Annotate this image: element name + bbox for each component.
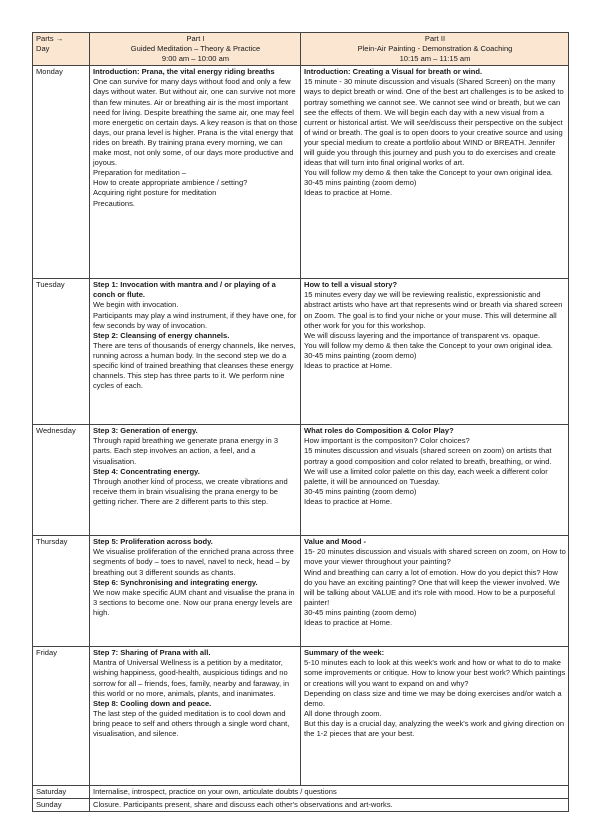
day-row-wednesday: [33, 425, 569, 536]
cell-text: All done through zoom.: [304, 708, 382, 718]
part2-title: Plein-Air Painting - Demonstration & Coaching: [357, 44, 513, 54]
part1-time: 9:00 am – 10:00 am: [161, 54, 230, 64]
step-heading: Step 6: Synchronising and integrating energy.: [93, 577, 258, 587]
part2-number: Part II: [424, 34, 446, 43]
cell-text: 30-45 mins painting (zoom demo): [304, 178, 417, 188]
cell-text: 30-45 mins painting (zoom demo): [304, 350, 417, 360]
part1-cell: [90, 425, 301, 536]
step-heading: Introduction: Prana, the vital energy riding breaths: [93, 67, 275, 77]
cell-text: Mantra of Universal Wellness is a petition by a meditator, wishing happiness, good-health, auspicious tidings and no sorrow for all – friends, foes, family, nearby and faraway, in this world or no more, animals, plants, and inanimates.: [93, 658, 290, 698]
part1-number: Part I: [186, 34, 205, 43]
cell-text: Ideas to practice at Home.: [304, 188, 393, 198]
schedule-document: [32, 32, 568, 812]
weekend-activity-cell: Closure. Participants present, share and discuss each other's observations and art-works.: [90, 799, 569, 812]
step-heading: Step 8: Cooling down and peace.: [93, 698, 212, 708]
day-row-sunday: [33, 799, 569, 812]
corner-day-label: Day: [36, 44, 50, 54]
cell-text: You will follow my demo & then take the Concept to your own original idea.: [304, 168, 553, 178]
corner-header-cell: [33, 33, 90, 66]
day-label: Friday: [33, 647, 90, 786]
part2-cell: [301, 425, 569, 536]
part2-cell: [301, 66, 569, 279]
part2-cell: [301, 536, 569, 647]
cell-text: 15 minute - 30 minute discussion and visuals (Shared Screen) on the many ways to depict breath or wind. One of the best art challenges is to be asked to portray something we cannot see. We cannot see wind or breath, but we can see the effects of them. We will begin each day with a new visual from a current or historical artist. We will see/discuss their perspective on the subject of wind or breath. The goal is to open doors to your creative source and using your special medium to create a portfolio about WIND or BREATH. Jennifer will guide you through this journey and push you to do exercises and create ideas that will turn into final original works of art.: [304, 77, 564, 168]
part1-cell: [90, 647, 301, 786]
step-heading: Value and Mood -: [304, 537, 367, 547]
step-heading: What roles do Composition & Color Play?: [304, 426, 454, 436]
cell-text: We begin with invocation.: [93, 300, 179, 310]
cell-text: We visualise proliferation of the enriched prana across three segments of body – toes to navel, navel to neck, head – by breathing out 3 different sounds as chants.: [93, 547, 294, 577]
step-heading: Step 3: Generation of energy.: [93, 426, 198, 436]
cell-text: We will use a limited color palette on this day, each week a different color palette, it will be announced on Tuesday.: [304, 466, 548, 486]
cell-text: 5-10 minutes each to look at this week's work and how or what to do to make some improvements or critique. How to know your best work? Which paintings or creations will you want to expand on and why?: [304, 658, 566, 688]
cell-text: 15 minutes discussion and visuals (shared screen on zoom) on artists that portray a good composition and color related to breath, breathing, or wind.: [304, 446, 552, 466]
cell-text: Ideas to practice at Home.: [304, 618, 393, 628]
cell-text: There are tens of thousands of energy channels, like nerves, running across a human body. In the second step we do a specific kind of trained breathing that cleanses these energy channels. This step has three parts to it. We perform nine cycles of each.: [93, 340, 296, 391]
cell-text: Participants may play a wind instrument, if they have one, for few seconds by way of invocation.: [93, 310, 297, 330]
part2-time: 10:15 am – 11:15 am: [399, 54, 471, 64]
cell-text: 30-45 mins painting (zoom demo): [304, 607, 417, 617]
cell-text: Acquiring right posture for meditation: [93, 188, 217, 198]
day-row-tuesday: [33, 279, 569, 425]
cell-text: 15 minutes every day we will be reviewing realistic, expressionistic and abstract artists who have art that represents wind or breath via shared screen on Zoom. The goal is to find your niche or your muse. This will determine all other work for you for this workshop.: [304, 290, 563, 330]
cell-text: We now make specific AUM chant and visualise the prana in 3 sections to become one. Now our prana energy levels are high.: [93, 587, 295, 617]
day-row-saturday: [33, 786, 569, 799]
step-heading: Introduction: Creating a Visual for breath or wind.: [304, 67, 483, 77]
cell-text: We will discuss layering and the importance of transparent vs. opaque.: [304, 330, 541, 340]
cell-text: Wind and breathing can carry a lot of emotion. How do you depict this? How do you have an exciting painting? One that will keep the viewer involved. We will be talking about VALUE and it's role with mood. How to be a purposeful painter!: [304, 567, 560, 607]
schedule-body: [33, 33, 569, 812]
cell-text: Ideas to practice at Home.: [304, 496, 393, 506]
part2-header-cell: [301, 33, 569, 66]
day-label: Thursday: [33, 536, 90, 647]
cell-text: One can survive for many days without food and only a few days without water. But without air, one can survive not more than few minutes. Air or breathing air is the most important need for living. Despite breathing the same air, one may feel more energetic on certain days. A key reason is that on those days, our prana level is higher. Prana is the vital energy that rides on breath. By training prana every morning, we can make most, not only some, of our days more productive and joyous.: [93, 77, 298, 168]
part1-header-cell: [90, 33, 301, 66]
day-label: Saturday: [33, 786, 90, 799]
cell-text: Ideas to practice at Home.: [304, 361, 393, 371]
part1-cell: [90, 279, 301, 425]
step-heading: Step 4: Concentrating energy.: [93, 466, 200, 476]
weekend-activity-cell: Internalise, introspect, practice on your own, articulate doubts / questions: [90, 786, 569, 799]
cell-text: The last step of the guided meditation is to cool down and bring peace to self and others through a single word chant, visualisation, and silence.: [93, 708, 290, 739]
day-row-monday: [33, 66, 569, 279]
step-heading: Step 2: Cleansing of energy channels.: [93, 330, 230, 340]
schedule-table: [32, 32, 569, 812]
step-heading: Step 5: Proliferation across body.: [93, 537, 213, 547]
day-label: Sunday: [33, 799, 90, 812]
part2-cell: [301, 647, 569, 786]
header-row: [33, 33, 569, 66]
step-heading: Summary of the week:: [304, 648, 385, 658]
cell-text: 15- 20 minutes discussion and visuals with shared screen on zoom, on How to move your viewer throughout your painting?: [304, 547, 566, 567]
step-heading: Step 7: Sharing of Prana with all.: [93, 648, 211, 658]
day-label: Monday: [33, 66, 90, 279]
part1-title: Guided Meditation – Theory & Practice: [130, 44, 261, 54]
cell-text: But this day is a crucial day, analyzing the week's work and giving direction on the 1-2 pieces that are your best.: [304, 718, 565, 739]
cell-text: Through another kind of process, we create vibrations and receive them in brain visualising the prana energy to be getting richer. There are 2 different parts to this step.: [93, 476, 288, 506]
cell-text: Preparation for meditation –: [93, 168, 187, 178]
cell-text: How important is the compositon? Color choices?: [304, 436, 470, 446]
cell-text: 30-45 mins painting (zoom demo): [304, 486, 417, 496]
cell-text: How to create appropriate ambience / setting?: [93, 178, 248, 188]
cell-text: Precautions.: [93, 198, 135, 208]
part1-cell: [90, 536, 301, 647]
cell-text: Depending on class size and time we may be doing exercises and/or watch a demo.: [304, 688, 562, 708]
day-row-thursday: [33, 536, 569, 647]
part2-cell: [301, 279, 569, 425]
day-label: Tuesday: [33, 279, 90, 425]
part1-cell: [90, 66, 301, 279]
step-heading: How to tell a visual story?: [304, 280, 398, 290]
corner-parts-label: Parts →: [36, 34, 64, 43]
step-heading: Step 1: Invocation with mantra and / or playing of a conch or flute.: [93, 280, 276, 300]
day-row-friday: [33, 647, 569, 786]
day-label: Wednesday: [33, 425, 90, 536]
cell-text: Through rapid breathing we generate prana energy in 3 parts. Each step involves an action, a feel, and a visualisation.: [93, 436, 279, 466]
cell-text: You will follow my demo & then take the Concept to your own original idea.: [304, 340, 553, 350]
